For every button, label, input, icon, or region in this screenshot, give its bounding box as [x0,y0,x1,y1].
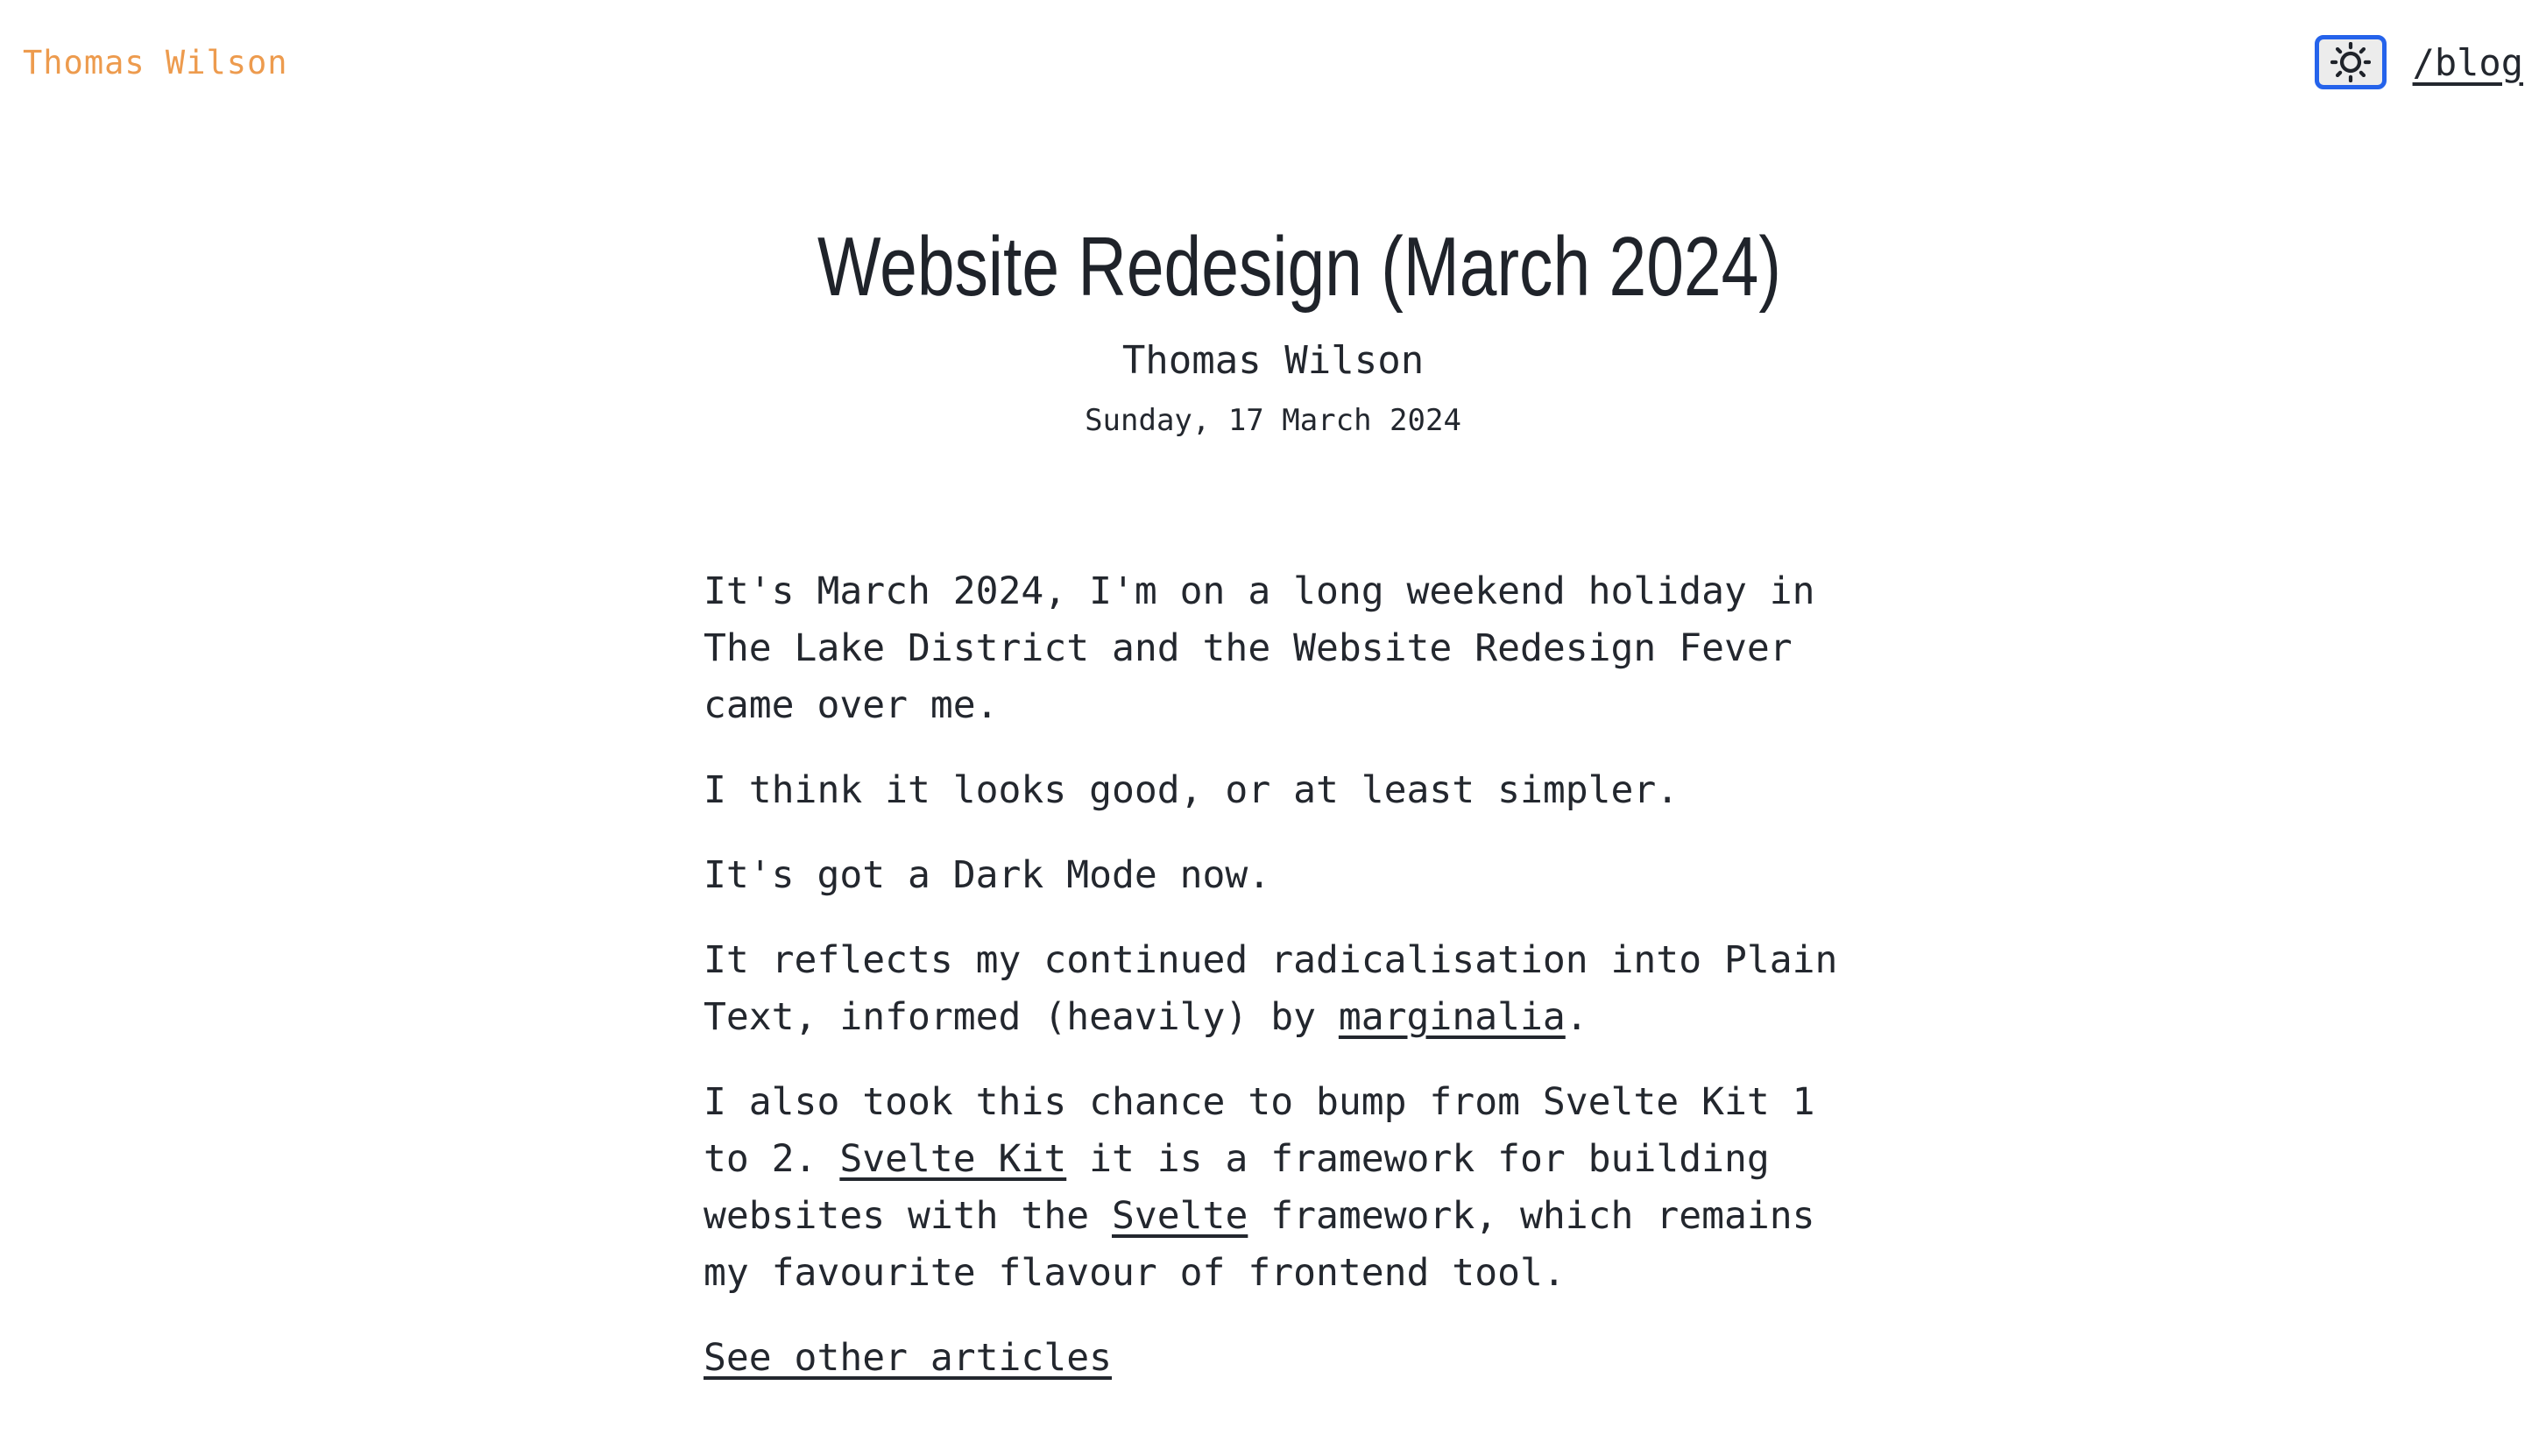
svelte-link[interactable]: Svelte [1112,1194,1248,1239]
article-date: Sunday, 17 March 2024 [1085,402,1461,438]
site-header [0,0,2546,89]
theme-toggle-button[interactable] [2315,35,2387,89]
marginalia-link[interactable]: marginalia [1338,995,1566,1040]
article-main [704,221,1842,1387]
article-author: Thomas Wilson [1121,337,1425,383]
article-body [704,563,1842,1302]
svelte-kit-link[interactable]: Svelte Kit [839,1137,1067,1182]
blog-link[interactable]: /blog [2412,40,2523,84]
site-name-link[interactable]: Thomas Wilson [23,43,288,81]
article-paragraph: I think it looks good, or at least simpler. [704,768,1680,813]
see-other-paragraph [704,1330,1842,1387]
article-paragraph: It reflects my continued radicalisation into Plain Text, informed (heavily) by marginalia. [704,938,1838,1040]
article-paragraph: It's got a Dark Mode now. [704,853,1271,898]
see-other-articles-link[interactable]: See other articles [704,1336,1112,1381]
sun-icon [2330,42,2371,82]
header-actions [2315,35,2523,89]
article-paragraph: I also took this chance to bump from Svelte Kit 1 to 2. Svelte Kit it is a framework for building websites with the Svelte framework, which remains my favourite flavour of frontend tool. [704,1080,1815,1296]
page-title: Website Redesign (March 2024) [817,220,1781,314]
article-paragraph: It's March 2024, I'm on a long weekend holiday in The Lake District and the Website Redesign Fever came over me. [704,569,1815,728]
